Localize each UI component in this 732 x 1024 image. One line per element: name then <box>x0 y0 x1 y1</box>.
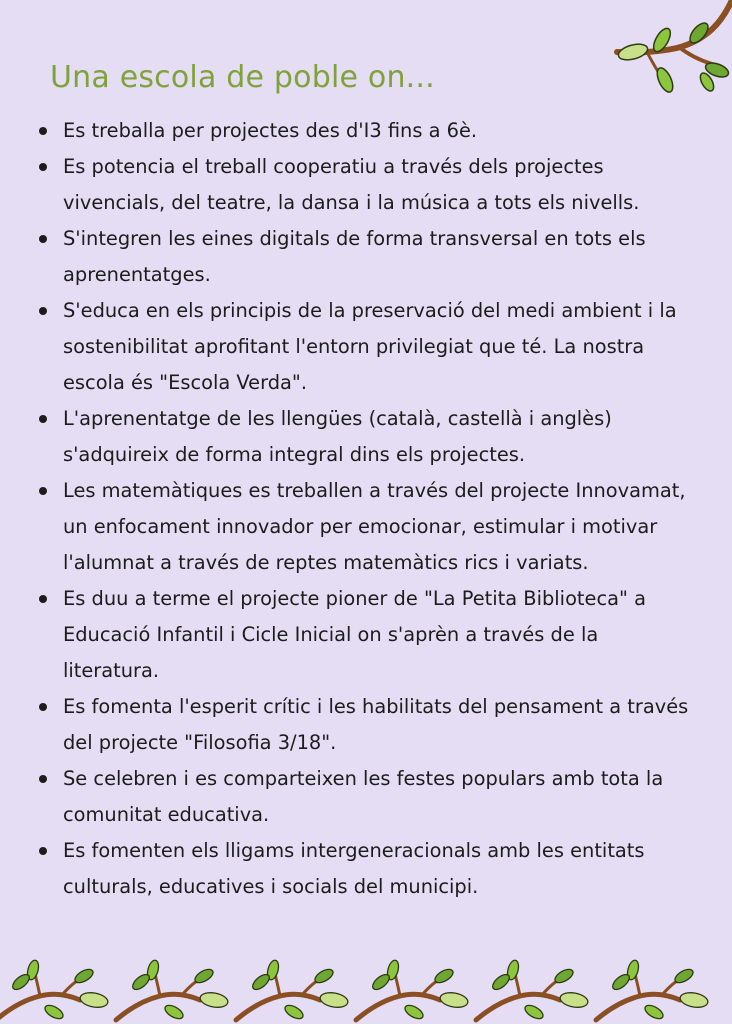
bullet-icon <box>39 307 47 315</box>
list-item-text: Es fomenta l'esperit crític i les habilitats del pensament a través del projecte "Filosofia 3/18". <box>63 695 689 754</box>
list-item-text: Es treballa per projectes des d'I3 fins a 6è. <box>63 119 478 142</box>
list-item <box>38 833 698 905</box>
list-item <box>38 689 698 761</box>
tree-branch-icon <box>607 0 732 100</box>
list-item-text: Es duu a terme el projecte pioner de "La Petita Biblioteca" a Educació Infantil i Cicle Inicial on s'aprèn a través de la literatura. <box>63 587 646 682</box>
list-item <box>38 761 698 833</box>
list-item-text: Es potencia el treball cooperatiu a través dels projectes vivencials, del teatre, la dansa i la música a tots els nivells. <box>63 155 640 214</box>
list-item-text: S'integren les eines digitals de forma transversal en tots els aprenentatges. <box>63 227 646 286</box>
list-item <box>38 221 698 293</box>
bullet-icon <box>39 487 47 495</box>
list-item <box>38 581 698 689</box>
list-item-text: Les matemàtiques es treballen a través del projecte Innovamat, un enfocament innovador per emocionar, estimular i motivar l'alumnat a través de reptes matemàtics rics i variats. <box>63 479 686 574</box>
leafy-branches-border <box>0 958 732 1024</box>
bullet-icon <box>39 163 47 171</box>
list-item-text: L'aprenentatge de les llengües (català, castellà i anglès) s'adquireix de forma integral dins els projectes. <box>63 407 612 466</box>
bullet-icon <box>39 847 47 855</box>
bullet-icon <box>39 703 47 711</box>
list-item <box>38 473 698 581</box>
bullet-icon <box>39 775 47 783</box>
list-item <box>38 401 698 473</box>
page-title: Una escola de poble on... <box>50 60 435 96</box>
list-item <box>38 113 698 149</box>
bullet-list <box>38 113 698 905</box>
list-item <box>38 293 698 401</box>
list-item-text: Es fomenten els lligams intergeneracionals amb les entitats culturals, educatives i socials del municipi. <box>63 839 645 898</box>
bullet-icon <box>39 127 47 135</box>
bullet-icon <box>39 595 47 603</box>
bullet-icon <box>39 415 47 423</box>
bullet-icon <box>39 235 47 243</box>
list-item-text: S'educa en els principis de la preservació del medi ambient i la sostenibilitat aprofitant l'entorn privilegiat que té. La nostra escola és "Escola Verda". <box>63 299 677 394</box>
list-item <box>38 149 698 221</box>
list-item-text: Se celebren i es comparteixen les festes populars amb tota la comunitat educativa. <box>63 767 664 826</box>
